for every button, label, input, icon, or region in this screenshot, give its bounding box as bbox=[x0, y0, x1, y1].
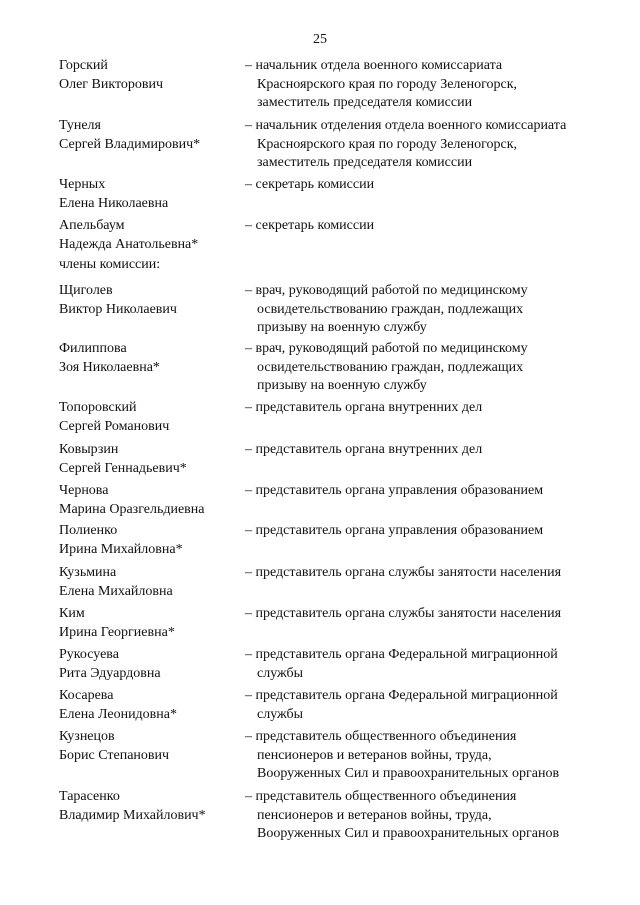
member-name bbox=[59, 282, 239, 319]
member-role bbox=[245, 57, 625, 113]
member-role-line: – представитель органа внутренних дел bbox=[245, 400, 483, 415]
member-role-line: пенсионеров и ветеранов войны, труда, bbox=[257, 747, 492, 763]
member-role-line: – представитель общественного объединения bbox=[245, 729, 517, 744]
member-surname: Чернова bbox=[59, 483, 109, 498]
member-role-line: – секретарь комиссии bbox=[245, 218, 375, 233]
member-role-line: – секретарь комиссии bbox=[245, 177, 375, 192]
member-role bbox=[245, 728, 625, 784]
member-name bbox=[59, 441, 239, 478]
member-name bbox=[59, 217, 239, 254]
member-role-line: – представитель органа службы занятости населения bbox=[245, 565, 562, 580]
member-name bbox=[59, 482, 239, 519]
member-role-line: Вооруженных Сил и правоохранительных органов bbox=[257, 766, 560, 781]
member-given-names: Надежда Анатольевна* bbox=[59, 236, 199, 252]
member-role-line: призыву на военную службу bbox=[257, 378, 427, 393]
member-given-names: Борис Степанович bbox=[59, 747, 170, 763]
member-surname: Кузнецов bbox=[59, 729, 115, 744]
member-name bbox=[59, 399, 239, 436]
section-label-members: члены комиссии: bbox=[59, 257, 161, 272]
member-given-names: Марина Оразгельдиевна bbox=[59, 501, 205, 517]
member-surname: Тунеля bbox=[59, 118, 101, 133]
member-role bbox=[245, 522, 625, 541]
member-surname: Филиппова bbox=[59, 341, 127, 356]
member-role-line: – представитель органа управления образованием bbox=[245, 483, 544, 498]
member-given-names: Владимир Михайлович* bbox=[59, 807, 206, 823]
member-surname: Косарева bbox=[59, 688, 114, 703]
member-given-names: Олег Викторович bbox=[59, 76, 164, 92]
member-role-line: заместитель председателя комиссии bbox=[257, 155, 473, 170]
member-role bbox=[245, 217, 625, 236]
member-surname: Кузьмина bbox=[59, 565, 117, 580]
member-role-line: – представитель органа службы занятости населения bbox=[245, 606, 562, 621]
member-role-line: службы bbox=[257, 706, 304, 722]
member-surname: Полиенко bbox=[59, 523, 118, 538]
member-given-names: Сергей Геннадьевич* bbox=[59, 460, 187, 476]
member-role bbox=[245, 687, 625, 724]
member-role bbox=[245, 482, 625, 501]
member-role-line: освидетельствованию граждан, подлежащих bbox=[257, 359, 524, 375]
member-surname: Щиголев bbox=[59, 283, 113, 298]
page-number: 25 bbox=[313, 32, 327, 47]
member-surname: Рукосуева bbox=[59, 647, 119, 662]
member-role-line: службы bbox=[257, 665, 304, 681]
member-name bbox=[59, 646, 239, 683]
member-name bbox=[59, 176, 239, 213]
member-given-names: Елена Леонидовна* bbox=[59, 706, 177, 722]
member-role-line: – врач, руководящий работой по медицинскому bbox=[245, 283, 528, 298]
member-role bbox=[245, 646, 625, 683]
member-role-line: пенсионеров и ветеранов войны, труда, bbox=[257, 807, 492, 823]
member-role-line: призыву на военную службу bbox=[257, 320, 427, 335]
member-surname: Топоровский bbox=[59, 400, 137, 415]
member-name bbox=[59, 564, 239, 601]
member-given-names: Ирина Михайловна* bbox=[59, 541, 183, 557]
member-given-names: Сергей Романович bbox=[59, 418, 170, 434]
member-name bbox=[59, 687, 239, 724]
member-role bbox=[245, 282, 625, 338]
member-name bbox=[59, 522, 239, 559]
member-role-line: Красноярского края по городу Зеленогорск, bbox=[257, 76, 518, 92]
member-role bbox=[245, 564, 625, 583]
member-role-line: Вооруженных Сил и правоохранительных органов bbox=[257, 826, 560, 841]
member-role-line: – представитель органа управления образованием bbox=[245, 523, 544, 538]
member-surname: Ким bbox=[59, 606, 85, 621]
member-name bbox=[59, 605, 239, 642]
member-name bbox=[59, 117, 239, 154]
member-given-names: Рита Эдуардовна bbox=[59, 665, 161, 681]
member-role bbox=[245, 117, 625, 173]
member-role-line: освидетельствованию граждан, подлежащих bbox=[257, 301, 524, 317]
member-role-line: – представитель органа Федеральной миграционной bbox=[245, 688, 558, 703]
member-role bbox=[245, 441, 625, 460]
member-given-names: Зоя Николаевна* bbox=[59, 359, 160, 375]
member-name bbox=[59, 728, 239, 765]
member-given-names: Виктор Николаевич bbox=[59, 301, 177, 317]
member-role bbox=[245, 340, 625, 396]
member-given-names: Ирина Георгиевна* bbox=[59, 624, 175, 640]
member-surname: Ковырзин bbox=[59, 442, 119, 457]
member-role bbox=[245, 176, 625, 195]
member-name bbox=[59, 788, 239, 825]
member-role-line: – представитель органа внутренних дел bbox=[245, 442, 483, 457]
member-given-names: Елена Николаевна bbox=[59, 195, 169, 211]
member-name bbox=[59, 340, 239, 377]
member-role bbox=[245, 788, 625, 844]
member-surname: Горский bbox=[59, 58, 108, 73]
member-given-names: Сергей Владимирович* bbox=[59, 136, 201, 152]
member-role-line: – представитель общественного объединения bbox=[245, 789, 517, 804]
member-role-line: заместитель председателя комиссии bbox=[257, 95, 473, 110]
member-role-line: – начальник отдела военного комиссариата bbox=[245, 58, 503, 73]
member-name bbox=[59, 57, 239, 94]
member-surname: Тарасенко bbox=[59, 789, 120, 804]
member-role bbox=[245, 399, 625, 418]
member-role-line: Красноярского края по городу Зеленогорск, bbox=[257, 136, 518, 152]
member-given-names: Елена Михайловна bbox=[59, 583, 173, 599]
member-role-line: – врач, руководящий работой по медицинскому bbox=[245, 341, 528, 356]
member-surname: Черных bbox=[59, 177, 106, 192]
member-role-line: – начальник отделения отдела военного комиссариата bbox=[245, 118, 567, 133]
member-surname: Апельбаум bbox=[59, 218, 125, 233]
member-role bbox=[245, 605, 625, 624]
member-role-line: – представитель органа Федеральной миграционной bbox=[245, 647, 558, 662]
